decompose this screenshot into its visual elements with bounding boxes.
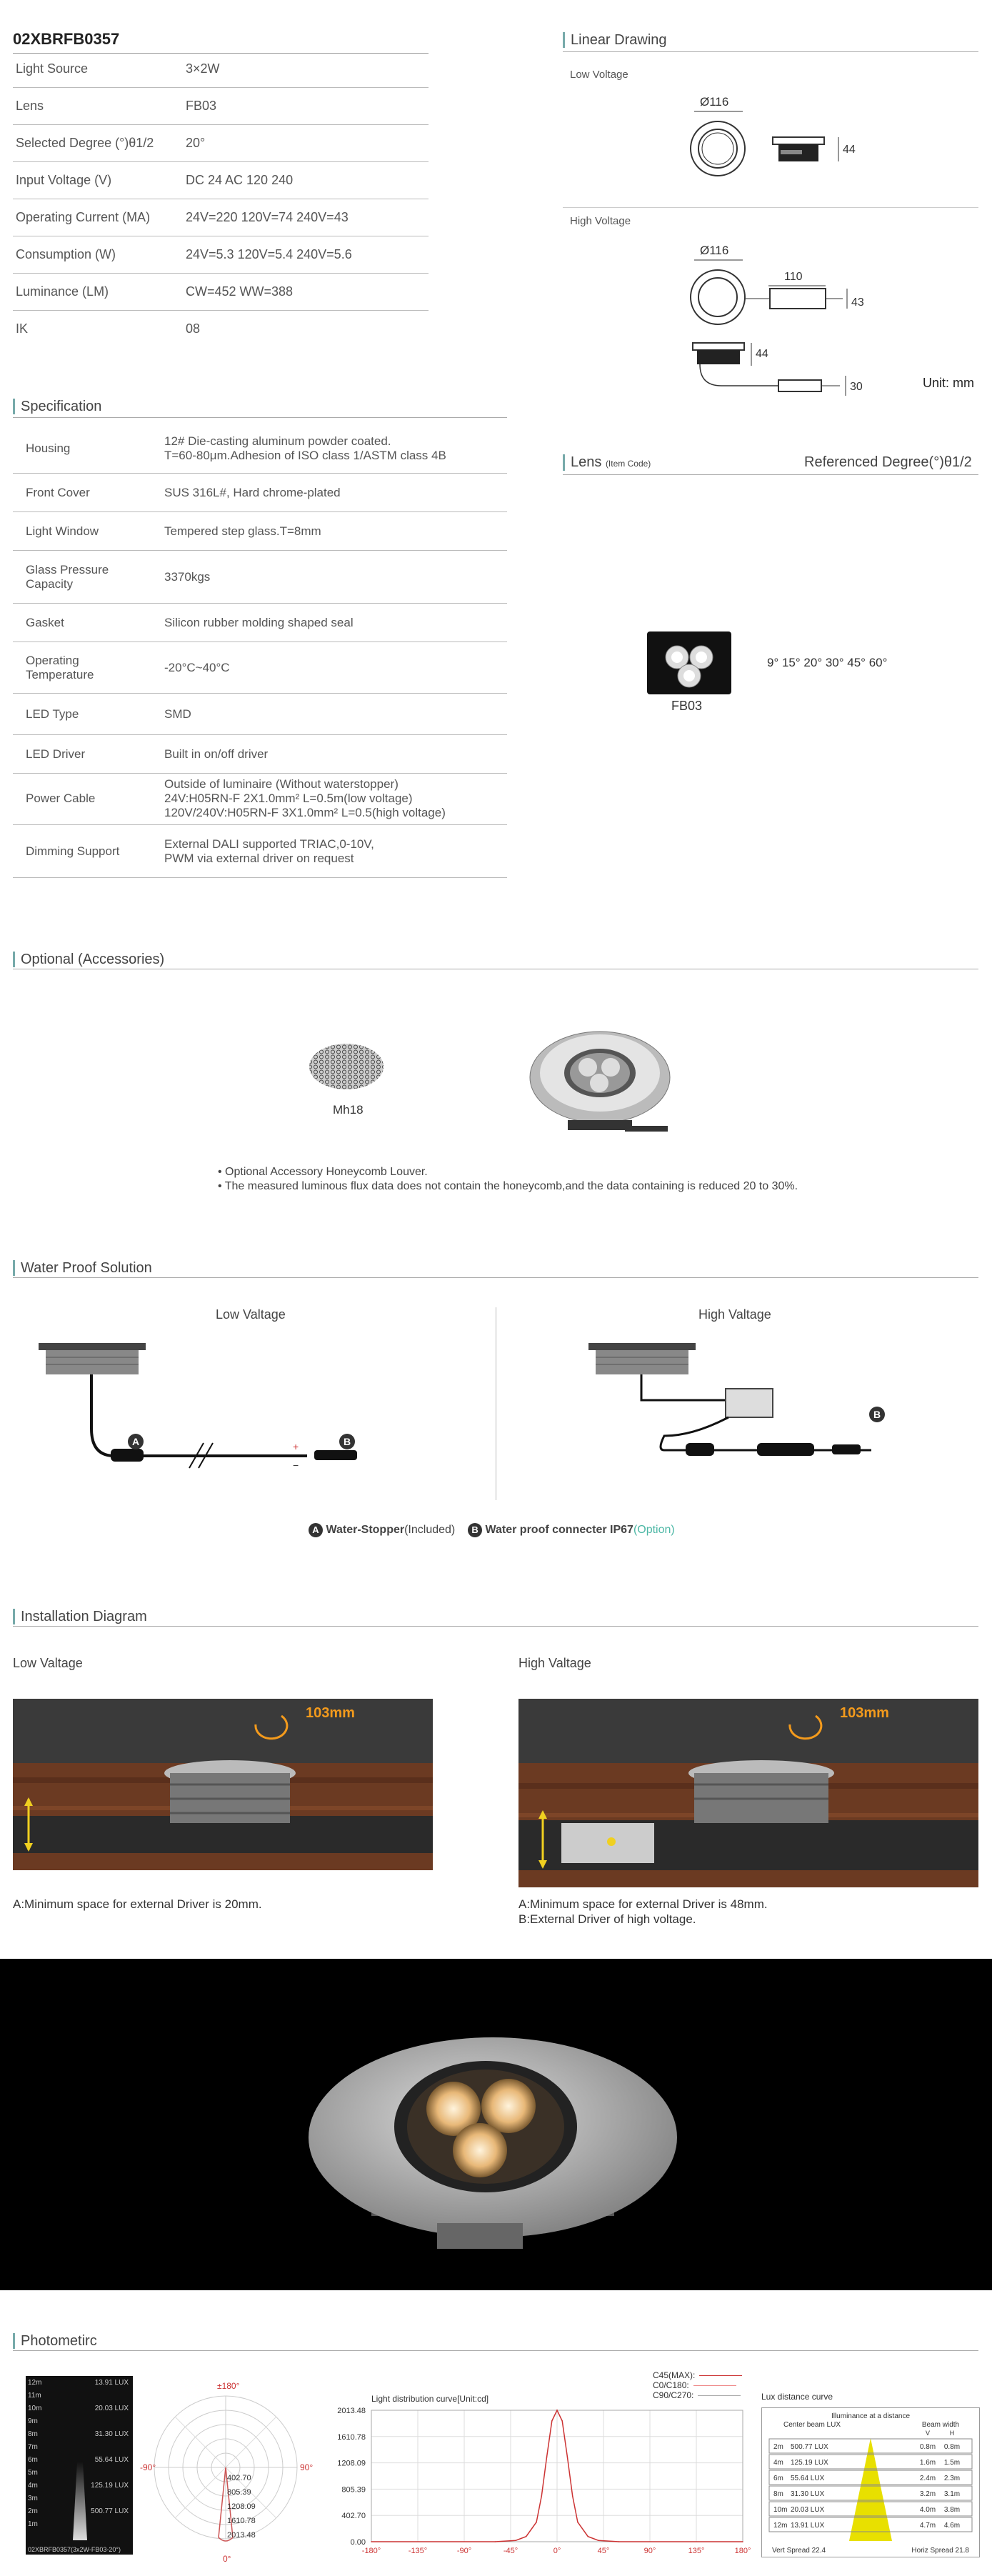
dim-h-high: 44 <box>756 348 768 360</box>
polar-left: -90° <box>140 2462 156 2472</box>
chart-title: Light distribution curve[Unit:cd] <box>371 2394 489 2404</box>
param-divider <box>13 161 429 162</box>
param-label: Lens <box>16 99 44 113</box>
spec-value: Tempered step glass.T=8mm <box>164 524 321 538</box>
series-point <box>618 2541 620 2542</box>
isolux-value: 31.30 LUX <box>94 2430 129 2438</box>
spec-value: External DALI supported TRIAC,0-10V, PWM via external driver on request <box>164 837 374 865</box>
param-value: FB03 <box>186 99 217 113</box>
waterproof-low-diagram <box>36 1336 407 1479</box>
spec-value: SUS 316L#, Hard chrome-plated <box>164 486 341 499</box>
y-tick-label: 1610.78 <box>337 2432 366 2442</box>
dim-driver-len: 110 <box>784 271 803 283</box>
series-point <box>598 2540 599 2541</box>
waterproof-high-label: High Valtage <box>698 1307 771 1322</box>
series-point <box>495 2541 496 2542</box>
y-tick-label: 402.70 <box>341 2512 366 2521</box>
series-point <box>577 2522 578 2523</box>
lux-beam-h: 1.5m <box>943 2459 961 2467</box>
param-label: Luminance (LM) <box>16 284 109 299</box>
installation-high-note-2: B:External Driver of high voltage. <box>518 1912 696 1926</box>
rotation-high: 103mm <box>840 1705 889 1721</box>
lux-beam-h: 4.6m <box>943 2522 961 2530</box>
lux-value: 20.03 LUX <box>791 2506 825 2514</box>
legend-a-note: (Included) <box>404 1524 456 1536</box>
legend-text: C45(MAX): <box>653 2370 696 2380</box>
series-point <box>561 2420 563 2422</box>
installation-title: Installation Diagram <box>13 1609 147 1624</box>
legend-swatch <box>699 2375 742 2376</box>
lux-beam-v: 4.7m <box>919 2522 936 2530</box>
lux-h: H <box>949 2430 955 2437</box>
isolux-value: 55.64 LUX <box>94 2456 129 2464</box>
legend-item <box>653 2370 742 2380</box>
lux-beam <box>849 2438 892 2541</box>
isolux-value: 20.03 LUX <box>94 2405 129 2412</box>
lens-code: FB03 <box>671 699 703 713</box>
vert-spread: Vert Spread 22.4 <box>772 2547 826 2555</box>
param-value: 08 <box>186 321 201 336</box>
series-point <box>742 2541 743 2542</box>
dim-h-low: 44 <box>843 144 856 156</box>
x-tick-label: -135° <box>408 2547 428 2555</box>
spec-divider <box>13 734 507 735</box>
x-tick-label: 0° <box>553 2547 561 2555</box>
isolux-distance: 10m <box>28 2405 42 2412</box>
lux-v: V <box>925 2430 931 2437</box>
lens-degrees: 9° 15° 20° 30° 45° 60° <box>767 656 888 669</box>
polar-value: 1208.09 <box>227 2502 256 2511</box>
spec-value: 12# Die-casting aluminum powder coated. T=60-80μm.Adhesion of ISO class 1/ASTM class 4B <box>164 434 446 462</box>
installation-low-label: Low Valtage <box>13 1656 83 1670</box>
lux-table <box>761 2407 980 2557</box>
lux-beam-h: 3.1m <box>943 2490 961 2498</box>
lux-col2: Beam width <box>921 2421 960 2429</box>
y-tick-label: 805.39 <box>341 2485 366 2495</box>
isolux-label: 02XBRFB0357(3x2W-FB03-20°) <box>28 2546 121 2553</box>
lux-distance: 12m <box>773 2522 788 2530</box>
series-point <box>541 2495 543 2497</box>
series-point <box>536 2522 537 2523</box>
lux-beam-v: 3.2m <box>919 2490 936 2498</box>
spec-divider <box>13 641 507 642</box>
low-voltage-label: Low Voltage <box>570 69 628 81</box>
lux-value: 500.77 LUX <box>791 2443 828 2451</box>
spec-divider <box>13 550 507 551</box>
badge-b-low: B <box>344 1436 351 1447</box>
isolux-value: 13.91 LUX <box>94 2379 129 2387</box>
isolux-distance: 6m <box>28 2456 38 2464</box>
polar-value: 402.70 <box>227 2474 251 2482</box>
isolux-distance: 3m <box>28 2495 38 2502</box>
linear-drawing-figure <box>664 86 992 400</box>
lux-distance: 2m <box>773 2443 783 2451</box>
lux-col1: Center beam LUX <box>783 2421 841 2429</box>
unit-label: Unit: mm <box>923 376 974 390</box>
legend-swatch <box>693 2385 736 2386</box>
waterproof-legend <box>309 1523 675 1537</box>
legend-a-icon: A <box>309 1523 323 1537</box>
x-tick-label: 45° <box>597 2547 610 2555</box>
param-divider <box>13 273 429 274</box>
param-label: IK <box>16 321 29 336</box>
polar-value: 1610.78 <box>227 2517 256 2525</box>
y-tick-label: 2013.48 <box>337 2407 366 2415</box>
high-voltage-label: High Voltage <box>570 215 631 227</box>
spec-value: Silicon rubber molding shaped seal <box>164 616 354 629</box>
linear-drawing-title: Linear Drawing <box>563 32 667 48</box>
lux-beam-v: 4.0m <box>919 2506 936 2514</box>
x-tick-label: 180° <box>734 2547 751 2555</box>
legend-b-note: (Option) <box>633 1524 675 1536</box>
x-tick-label: -90° <box>456 2547 472 2555</box>
lux-distance: 6m <box>773 2475 783 2482</box>
lux-title: Lux distance curve <box>761 2392 833 2402</box>
spec-label: LED Driver <box>26 747 86 761</box>
polar-bottom: 0° <box>223 2554 231 2564</box>
spec-label: Power Cable <box>26 792 96 805</box>
badge-b-high: B <box>873 1409 881 1420</box>
dim-h-driver: 30 <box>850 381 863 393</box>
isolux-beam <box>73 2462 87 2540</box>
param-label: Operating Current (MA) <box>16 210 151 224</box>
spec-divider <box>13 693 507 694</box>
fixture-with-louver-image <box>525 1020 675 1142</box>
isolux-distance: 2m <box>28 2507 38 2515</box>
polar-right: 90° <box>300 2462 314 2472</box>
installation-low-note: A:Minimum space for external Driver is 20mm. <box>13 1897 262 1911</box>
spec-divider <box>13 603 507 604</box>
product-code: 02XBRFB0357 <box>13 30 120 48</box>
param-label: Consumption (W) <box>16 247 116 261</box>
lux-beam-v: 2.4m <box>919 2475 936 2482</box>
spec-divider <box>13 877 507 878</box>
installation-high-note-1: A:Minimum space for external Driver is 48mm. <box>518 1897 768 1911</box>
series-point <box>572 2495 573 2497</box>
lux-distance: 8m <box>773 2490 783 2498</box>
series-point <box>556 2410 558 2411</box>
accessory-name: Mh18 <box>333 1103 364 1117</box>
spec-label: Light Window <box>26 524 99 538</box>
spec-divider <box>13 773 507 774</box>
isolux-distance: 5m <box>28 2469 38 2477</box>
series-point <box>515 2540 516 2541</box>
spec-divider <box>13 824 507 825</box>
series-point <box>371 2541 372 2542</box>
dim-driver-h: 43 <box>851 296 864 309</box>
legend-text: C90/C270: <box>653 2390 694 2400</box>
lux-value: 55.64 LUX <box>791 2475 825 2482</box>
optional-title: Optional (Accessories) <box>13 952 164 967</box>
polar-top: ±180° <box>217 2381 240 2391</box>
installation-high-label: High Valtage <box>518 1656 591 1670</box>
installation-low-image <box>13 1699 433 1870</box>
param-value: CW=452 WW=388 <box>186 284 294 299</box>
svg-text:+: + <box>293 1441 299 1452</box>
param-value: 24V=220 120V=74 240V=43 <box>186 210 349 224</box>
product-hero-image <box>0 1959 992 2290</box>
isolux-distance: 1m <box>28 2520 38 2528</box>
isolux-distance: 7m <box>28 2443 38 2451</box>
lux-value: 31.30 LUX <box>791 2490 825 2498</box>
series-point <box>567 2456 568 2457</box>
installation-high-image <box>518 1699 978 1887</box>
x-tick-label: -180° <box>361 2547 381 2555</box>
polar-value: 805.39 <box>227 2488 251 2497</box>
waterproof-low-label: Low Valtage <box>216 1307 286 1322</box>
lux-beam-h: 0.8m <box>943 2443 961 2451</box>
spec-divider <box>13 511 507 512</box>
isolux-panel <box>26 2376 133 2555</box>
spec-value: Outside of luminaire (Without waterstopper) 24V:H05RN-F 2X1.0mm² L=0.5m(low voltage) 120V/240V:H05RN-F 3X1.0mm² L=0.5(high voltage) <box>164 777 446 819</box>
lux-value: 125.19 LUX <box>791 2459 828 2467</box>
lux-value: 13.91 LUX <box>791 2522 825 2530</box>
optional-note-2: • The measured luminous flux data does not contain the honeycomb,and the data containing is reduced 20 to 30%. <box>218 1180 798 1192</box>
lux-beam-v: 0.8m <box>919 2443 936 2451</box>
isolux-distance: 4m <box>28 2482 38 2490</box>
spec-divider <box>13 473 507 474</box>
lux-beam-h: 3.8m <box>943 2506 961 2514</box>
spec-value: -20°C~40°C <box>164 661 230 674</box>
waterproof-title: Water Proof Solution <box>13 1260 152 1276</box>
param-value: 20° <box>186 136 206 150</box>
param-value: 24V=5.3 120V=5.4 240V=5.6 <box>186 247 352 261</box>
legend-a-label: Water-Stopper <box>326 1524 405 1536</box>
lens-title: Lens <box>571 454 602 470</box>
honeycomb-louver-image <box>307 1039 386 1097</box>
badge-a-low: A <box>132 1436 140 1447</box>
isolux-value: 125.19 LUX <box>91 2482 129 2490</box>
dim-dia-high: Ø116 <box>700 244 729 257</box>
lux-header: Illuminance at a distance <box>831 2412 911 2420</box>
param-divider <box>13 124 429 125</box>
x-tick-label: -45° <box>503 2547 518 2555</box>
rotation-low: 103mm <box>306 1705 355 1721</box>
lens-image <box>647 631 731 694</box>
spec-label: Gasket <box>26 616 64 629</box>
param-label: Light Source <box>16 61 89 76</box>
isolux-distance: 8m <box>28 2430 38 2438</box>
param-divider <box>13 87 429 88</box>
lux-distance: 4m <box>773 2459 783 2467</box>
legend-b-label: Water proof connecter IP67 <box>485 1524 633 1536</box>
y-tick-label: 1208.09 <box>337 2459 366 2468</box>
series-point <box>526 2536 527 2537</box>
lux-beam-h: 2.3m <box>943 2475 961 2482</box>
specification-title: Specification <box>13 399 101 414</box>
lux-beam-v: 1.6m <box>919 2459 936 2467</box>
isolux-distance: 9m <box>28 2417 38 2425</box>
photometric-title: Photometirc <box>13 2333 97 2349</box>
spec-value: SMD <box>164 707 191 721</box>
x-tick-label: 90° <box>643 2547 656 2555</box>
spec-value: Built in on/off driver <box>164 747 269 761</box>
lens-header <box>563 454 651 471</box>
lens-ref-degree: Referenced Degree(°)θ1/2 <box>804 454 972 470</box>
horiz-spread: Horiz Spread 21.8 <box>911 2547 969 2555</box>
spec-label: LED Type <box>26 707 79 721</box>
legend-text: C0/C180: <box>653 2380 689 2390</box>
series-point <box>551 2420 553 2422</box>
isolux-value: 500.77 LUX <box>91 2507 129 2515</box>
waterproof-high-diagram <box>586 1336 928 1479</box>
spec-label: Front Cover <box>26 486 90 499</box>
lux-distance: 10m <box>773 2506 788 2514</box>
param-label: Selected Degree (°)θ1/2 <box>16 136 154 150</box>
svg-text:−: − <box>293 1459 299 1471</box>
param-divider <box>13 310 429 311</box>
spec-label: Dimming Support <box>26 844 120 858</box>
series-point <box>588 2536 589 2537</box>
isolux-distance: 12m <box>28 2379 42 2387</box>
polar-diagram <box>140 2379 319 2565</box>
isolux-distance: 11m <box>28 2392 41 2400</box>
y-tick-label: 0.00 <box>350 2538 366 2547</box>
spec-label: Glass Pressure Capacity <box>26 563 109 591</box>
light-distribution-chart <box>314 2389 757 2560</box>
spec-label: Operating Temperature <box>26 654 94 682</box>
param-value: DC 24 AC 120 240 <box>186 173 294 187</box>
spec-label: Housing <box>26 441 71 455</box>
spec-value: 3370kgs <box>164 570 211 584</box>
polar-value: 2013.48 <box>227 2531 256 2540</box>
param-value: 3×2W <box>186 61 220 76</box>
param-label: Input Voltage (V) <box>16 173 112 187</box>
series-point <box>546 2456 548 2457</box>
x-tick-label: 135° <box>688 2547 705 2555</box>
dim-dia-low: Ø116 <box>700 95 729 109</box>
legend-b-icon: B <box>468 1523 482 1537</box>
lens-title-small: (Item Code) <box>605 459 651 469</box>
optional-note-1: • Optional Accessory Honeycomb Louver. <box>218 1166 428 1178</box>
